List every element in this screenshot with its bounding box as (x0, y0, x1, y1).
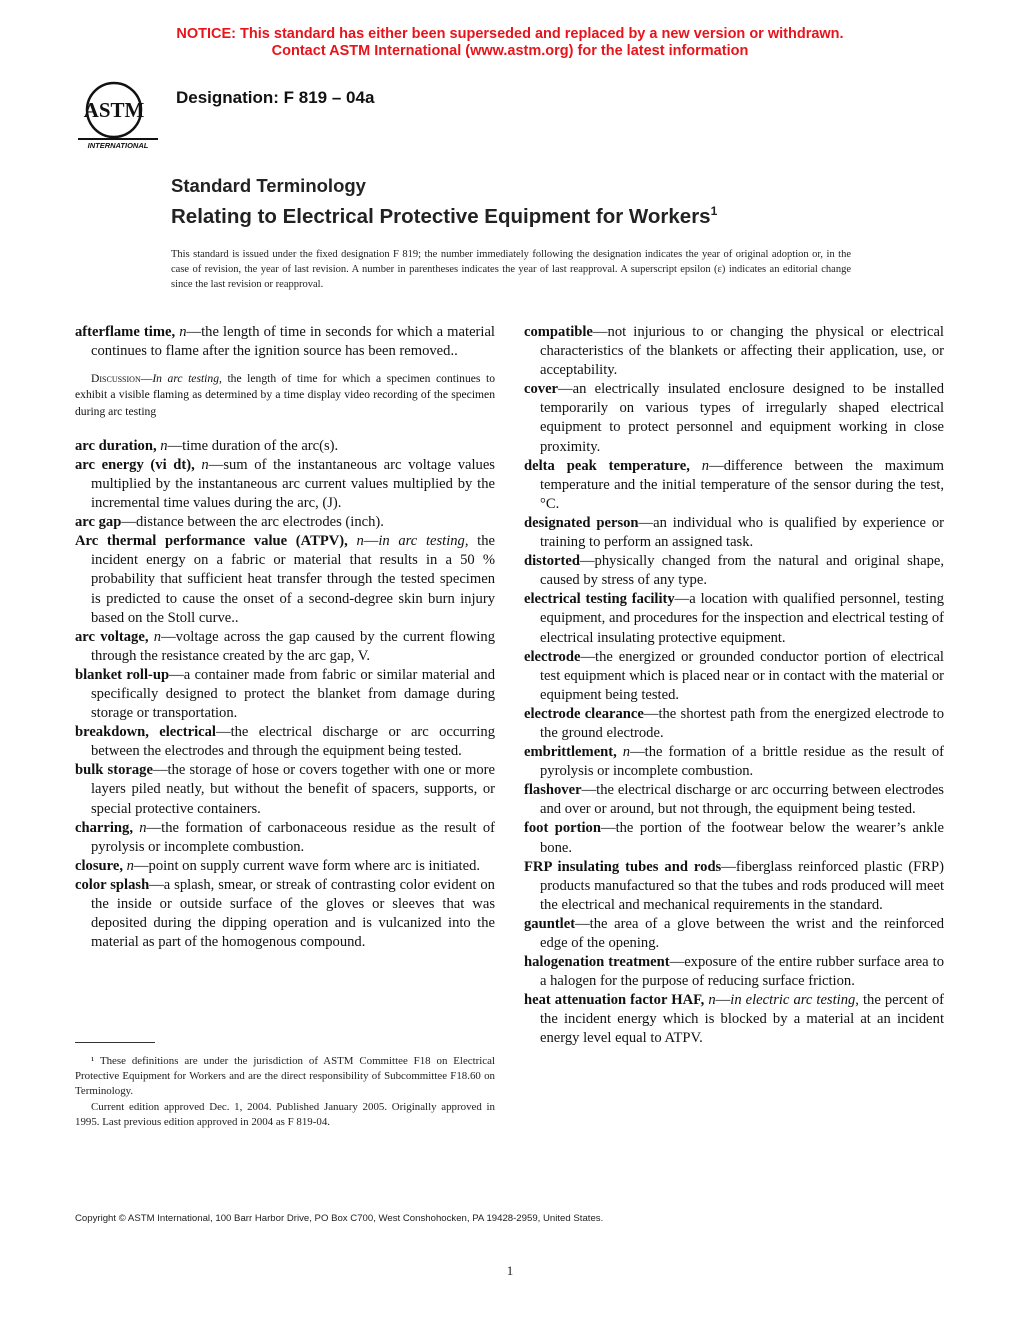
discussion-note (75, 371, 495, 420)
title-line-1: Standard Terminology (171, 175, 366, 196)
entry-definition: —distance between the arc electrodes (inch). (121, 514, 384, 531)
definition-entry (524, 514, 944, 552)
entry-definition: —physically changed from the natural and original shape, caused by stress of any type. (540, 553, 944, 589)
definition-entry (524, 743, 944, 781)
definition-entry (524, 953, 944, 991)
definition-entry (524, 457, 944, 514)
entry-definition: n—sum of the instantaneous arc voltage values multiplied by the instantaneous arc current values multiplied by the incremental time values during the arc, (J). (91, 456, 495, 512)
part-of-speech-marker: n (139, 819, 147, 836)
entry-term: foot portion (524, 820, 601, 837)
part-of-speech-marker: n (356, 533, 364, 550)
entry-term: heat attenuation factor HAF, (524, 992, 705, 1009)
entry-definition: —a container made from fabric or similar material and specifically designed to protect the blanket from damage during storage or transportation. (91, 666, 495, 722)
discussion-text: the length of time for which a specimen continues to exhibit a visible flaming as determined by a time display video recording of the specimen during arc testing (75, 372, 495, 418)
part-of-speech-marker: n (160, 437, 168, 454)
title-line-2 (171, 198, 717, 230)
entry-definition: —a location with qualified personnel, testing equipment, and procedures for the inspection and electrical testing of electrical insulating protective equipment. (540, 591, 945, 646)
page-title (171, 174, 717, 230)
page-number: 1 (506, 1263, 514, 1278)
logo-text: ASTM (83, 98, 145, 122)
definition-entry (75, 819, 495, 857)
definition-entry (75, 628, 495, 666)
entry-definition: —the shortest path from the energized electrode to the ground electrode. (540, 705, 944, 741)
context-qualifier: in arc testing, (378, 533, 469, 550)
definition-entry (75, 323, 495, 361)
astm-international-logo (76, 80, 160, 150)
notice-line-2: Contact ASTM International (www.astm.org) for the latest information (271, 43, 749, 59)
left-column (75, 323, 495, 952)
entry-definition: n—time duration of the arc(s). (160, 437, 339, 454)
entry-term: flashover (524, 782, 582, 799)
title-line-2-text: Relating to Electrical Protective Equipment for Workers (171, 205, 711, 228)
definition-entry (524, 781, 944, 819)
discussion-italic: In arc testing, (152, 372, 222, 386)
definition-entry (75, 761, 495, 818)
entry-term: color splash (75, 876, 150, 893)
entry-term: electrode (524, 648, 581, 665)
entry-term: cover (524, 381, 559, 398)
definition-entry (524, 991, 944, 1048)
entry-definition: n—difference between the maximum temperature and the initial temperature of the sensor during the test, °C. (540, 457, 944, 512)
definition-entry (524, 590, 944, 647)
issuance-note: This standard is issued under the fixed designation F 819; the number immediately following the designation indicates the year of original adoption or, in the case of revision, the year of last revision. A number in parentheses indicates the year of last reapproval. A superscript epsilon (ε) indicates an editorial change since the last revision or reapproval. (171, 249, 851, 291)
discussion-dash: — (140, 372, 153, 386)
context-qualifier: in electric arc testing, (730, 992, 859, 1009)
definition-entry (524, 648, 944, 705)
copyright-line: Copyright © ASTM International, 100 Barr Harbor Drive, PO Box C700, West Conshohocken, PA 19428-2959, United States. (75, 1213, 604, 1224)
entry-term: electrical testing facility (524, 591, 675, 608)
footnote-divider (75, 1042, 155, 1043)
entry-term: afterflame time, (75, 324, 176, 340)
entry-definition: n—the length of time in seconds for which a material continues to flame after the ignition source has been removed.. (91, 324, 495, 360)
entry-term: breakdown, electrical (75, 724, 216, 741)
entry-definition: —the storage of hose or covers together with one or more layers piled neatly, but without the benefit of spacers, supports, or special protective containers. (91, 762, 495, 817)
entry-term: distorted (524, 553, 580, 570)
entry-definition: n—in arc testing, the incident energy on a fabric or material that results in a 50 % probability that sufficient heat transfer through the tested specimen is predicted to cause the onset of a second-degree skin burn injury based on the Stoll curve.. (91, 533, 496, 626)
entry-term: FRP insulating tubes and rods (524, 858, 722, 875)
entry-term: arc energy (vi dt), (75, 456, 195, 473)
definition-entry (75, 513, 495, 532)
definition-entry (75, 532, 495, 627)
discussion-label: Discussion (91, 372, 141, 386)
part-of-speech-marker: n (701, 457, 710, 474)
entry-definition: —not injurious to or changing the physical or electrical characteristics of the blankets or affecting their application, use, or acceptability. (540, 324, 944, 379)
withdrawal-notice (0, 26, 1020, 60)
entry-term: arc duration, (75, 437, 157, 454)
logo-subtext: INTERNATIONAL (87, 141, 149, 150)
part-of-speech-marker: n (622, 744, 631, 761)
entry-definition: —the portion of the footwear below the wearer’s ankle bone. (540, 820, 944, 856)
definition-entry (75, 857, 495, 876)
definition-entry (75, 876, 495, 952)
part-of-speech-marker: n (179, 324, 187, 340)
entry-term: delta peak temperature, (524, 457, 690, 474)
definition-entry (75, 666, 495, 723)
entry-term: arc gap (75, 514, 122, 531)
entry-term: compatible (524, 324, 593, 340)
entry-definition: —fiberglass reinforced plastic (FRP) products manufactured so that the tubes and rods produced will meet the electrical and mechanical requirements in the standard. (540, 858, 945, 913)
notice-line-1: NOTICE: This standard has either been superseded and replaced by a new version or withdrawn. (176, 26, 844, 42)
entry-term: bulk storage (75, 762, 153, 779)
definition-entry (75, 723, 495, 761)
designation: Designation: F 819 – 04a (176, 88, 375, 107)
definition-entry (524, 819, 944, 857)
part-of-speech-marker: n (201, 456, 209, 473)
entry-term: electrode clearance (524, 705, 644, 722)
definition-entry (524, 858, 944, 915)
entry-term: embrittlement, (524, 744, 617, 761)
entry-definition: —an electrically insulated enclosure designed to be installed temporarily on various types of irregularly shaped electrical equipment to protect personnel and equipment working in close proximity. (540, 381, 944, 455)
definition-entry (75, 456, 495, 513)
entry-term: closure, (75, 857, 123, 874)
definition-entry (75, 437, 495, 456)
definition-entry (524, 705, 944, 743)
definition-entry (524, 915, 944, 953)
entry-definition: n—the formation of carbonaceous residue as the result of pyrolysis or incomplete combustion. (91, 819, 495, 855)
entry-definition: —the energized or grounded conductor portion of electrical test equipment which is placed near or in contact with the material or equipment being tested. (540, 648, 944, 703)
footnote-para-1: ¹ These definitions are under the jurisdiction of ASTM Committee F18 on Electrical Protective Equipment for Workers and are the direct responsibility of Subcommittee F18.60 on Terminology. (75, 1055, 495, 1098)
entry-term: blanket roll-up (75, 666, 170, 683)
entry-definition: —an individual who is qualified by experience or training to perform an assigned task. (540, 514, 944, 551)
entry-definition: n—the formation of a brittle residue as the result of pyrolysis or incomplete combustion. (540, 744, 944, 780)
definition-entry (524, 323, 944, 380)
title-footnote-mark: 1 (710, 204, 718, 218)
entry-term: Arc thermal performance value (ATPV), (75, 533, 348, 550)
entry-definition: —the area of a glove between the wrist and the reinforced edge of the opening. (540, 915, 944, 951)
definition-entry (524, 552, 944, 590)
entry-term: charring, (75, 819, 133, 836)
entry-definition: —a splash, smear, or streak of contrasting color evident on the inside or outside surface of the gloves or sleeves that was deposited during the dipping operation and is vulcanized into the material as part of the homogenous compound. (91, 876, 495, 951)
footnote (75, 1054, 495, 1130)
entry-term: arc voltage, (75, 628, 149, 645)
entry-term: gauntlet (524, 915, 576, 932)
entry-term: designated person (524, 514, 639, 531)
right-column (524, 323, 944, 1049)
entry-definition: —exposure of the entire rubber surface area to a halogen for the purpose of reducing surface friction. (540, 954, 944, 990)
footnote-para-2: Current edition approved Dec. 1, 2004. Published January 2005. Originally approved in 1995. Last previous edition approved in 2004 as F 819-04. (75, 1100, 495, 1128)
entry-definition: —the electrical discharge or arc occurring between electrodes and over or around, but not through, the equipment being tested. (540, 782, 944, 818)
definition-entry (524, 380, 944, 456)
entry-definition: n—voltage across the gap caused by the current flowing through the resistance created by the arc gap, V. (91, 628, 495, 664)
part-of-speech-marker: n (708, 992, 716, 1009)
entry-definition: n—point on supply current wave form where arc is initiated. (126, 857, 481, 874)
part-of-speech-marker: n (153, 628, 162, 645)
entry-definition: —the electrical discharge or arc occurring between the electrodes and through the equipment being tested. (91, 724, 495, 760)
part-of-speech-marker: n (126, 857, 134, 874)
entry-term: halogenation treatment (524, 954, 670, 971)
entry-definition: n—in electric arc testing, the percent of the incident energy which is blocked by a material at an incident energy level equal to ATPV. (540, 992, 944, 1047)
